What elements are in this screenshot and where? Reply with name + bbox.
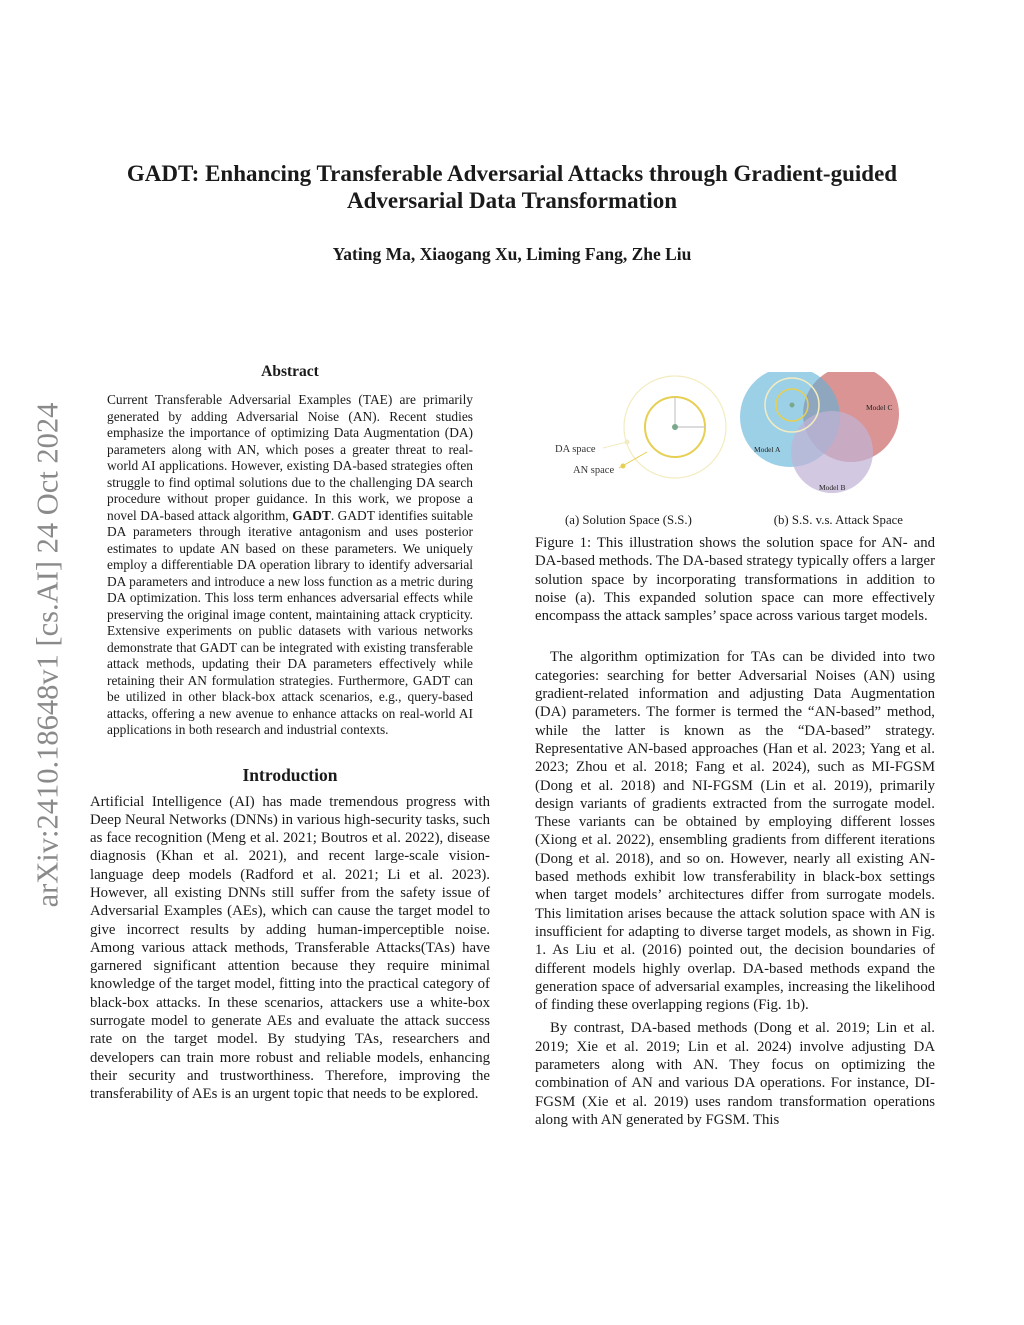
model-b-region	[791, 411, 873, 493]
panel-a-caption: (a) Solution Space (S.S.)	[565, 513, 692, 527]
figure-1	[535, 372, 935, 625]
panel-b-caption: (b) S.S. v.s. Attack Space	[773, 513, 903, 527]
arxiv-identifier-stamp	[28, 370, 68, 940]
body-paragraph-2: The algorithm optimization for TAs can be divided into two categories: searching for better Adversarial Noises (AN) using gradient-related information and adjusting Data Augmentation (DA) parameters. The former is termed the “AN-based” method, while the latter is known as the “DA-based” strategy. Representative AN-based approaches (Han et al. 2023; Yang et al. 2023; Zhou et al. 2018; Fang et al. 2024), such as MI-FGSM (Dong et al. 2018) and NI-FGSM (Lin et al. 2019), primarily design variants of gradients extracted from the surrogate model. These variants can be obtained by employing different losses (Xiong et al. 2022), ensembling gradients from different iterations (Dong et al. 2018), and so on. However, nearly all existing AN-based methods exhibit low transferability in black-box settings when target models’ architectures differ from surrogate models. This limitation arises because the attack solution space with AN is insufficient for adapting to diverse target models, as shown in Fig. 1. As Liu et al. (2016) pointed out, the decision boundaries of different models highly overlap. DA-based methods expand the generation space of adversarial examples, increasing the likelihood of finding these overlapping regions (Fig. 1b).	[535, 649, 935, 1014]
model-c-label: Model C	[866, 403, 893, 412]
body-paragraph-3: By contrast, DA-based methods (Dong et al. 2019; Lin et al. 2019; Xie et al. 2019; Lin et al. 2024) involve adjusting DA parameters along with AN. They focus on optimizing the combination of AN and various DA operations. For instance, DI-FGSM (Xie et al. 2019) uses random transformation operations along with AN generated by FGSM. This	[535, 1020, 935, 1128]
title-line-1: GADT: Enhancing Transferable Adversarial Attacks through Gradient-guided	[126, 161, 898, 186]
introduction-paragraph: Artificial Intelligence (AI) has made tremendous progress with Deep Neural Networks (DNNs) in various high-security tasks, such as face recognition (Meng et al. 2021; Boutros et al. 2022), disease diagnosis (Khan et al. 2021), and recent large-scale vision-language deep models (Radford et al. 2021; Li et al. 2023). However, all existing DNNs still suffer from the safety issue of Adversarial Examples (AEs), which can cause the target model to give incorrect results by adding human-imperceptible noise. Among various attack methods, Transferable Attacks(TAs) have garnered significant attention because they require minimal knowledge of the target model, fitting into the practical category of black-box attacks. In these scenarios, attackers use a white-box surrogate model to generate AEs and evaluate the attack success rate on the target model. By studying TAs, researchers and developers can train more robust and reliable models, enhancing their security and trustworthiness. Therefore, improving the transferability of AEs is an urgent topic that needs to be explored.	[90, 793, 490, 1103]
an-space-label: AN space	[573, 465, 615, 476]
figure-1-caption: Figure 1: This illustration shows the solution space for AN- and DA-based methods. The DA-based strategy typically offers a larger solution space by incorporating transformations in addition to noise (a). This expanded solution space can more effectively encompass the attack samples’ space across various target models.	[535, 535, 935, 625]
abstract-text	[107, 392, 473, 739]
abstract-text-part2: . GADT identifies suitable DA parameters through iterative antagonism and uses posterior estimates to update AN based on these parameters. We uniquely employ a differentiable DA operation library to identify adversarial DA parameters and introduce a new loss function as a metric during DA optimization. This loss term enhances adversarial effects while preserving the original image content, maintaining attack crypticity. Extensive experiments on public datasets with various networks demonstrate that GADT can be integrated with existing transferable attack methods, updating their DA parameters effectively while retaining their AN formulation strategies. Furthermore, GADT can be utilized in other black-box attack scenarios, e.g., query-based attacks, offering a new avenue to enhance attacks on real-world AI applications in both research and industrial contexts.	[107, 507, 473, 737]
abstract-text-part1: Current Transferable Adversarial Examples (TAE) are primarily generated by adding Adversarial Noise (AN). Recent studies emphasize the importance of optimizing Data Augmentation (DA) parameters along with AN, which poses a greater threat to real-world AI applications. However, existing DA-based strategies often struggle to find optimal solutions due to the challenging DA search procedure without proper guidance. In this work, we propose a novel DA-based attack algorithm,	[107, 392, 473, 523]
figure-sublabels	[535, 513, 935, 528]
an-leader-dot	[621, 464, 626, 469]
overlay-center-point	[790, 403, 795, 408]
da-leader-dot	[625, 440, 630, 445]
model-a-label: Model A	[754, 445, 781, 454]
author-list: Yating Ma, Xiaogang Xu, Liming Fang, Zhe Liu	[332, 244, 692, 264]
panel-b-attack-space	[740, 372, 899, 493]
abstract-method-name: GADT	[292, 507, 331, 523]
panel-a-solution-space	[555, 376, 726, 478]
da-space-label: DA space	[555, 444, 596, 455]
left-column	[90, 362, 490, 1104]
figure-1-illustration	[535, 372, 935, 507]
arxiv-identifier-text: arXiv:2410.18648v1 [cs.AI] 24 Oct 2024	[30, 402, 65, 908]
title-line-2: Adversarial Data Transformation	[346, 188, 678, 213]
abstract-heading: Abstract	[261, 363, 319, 380]
paper-title	[90, 160, 934, 214]
model-b-label: Model B	[819, 483, 846, 492]
center-point	[672, 424, 678, 430]
da-leader-line	[603, 442, 627, 448]
introduction-heading: Introduction	[242, 764, 338, 785]
right-column	[535, 372, 935, 1129]
